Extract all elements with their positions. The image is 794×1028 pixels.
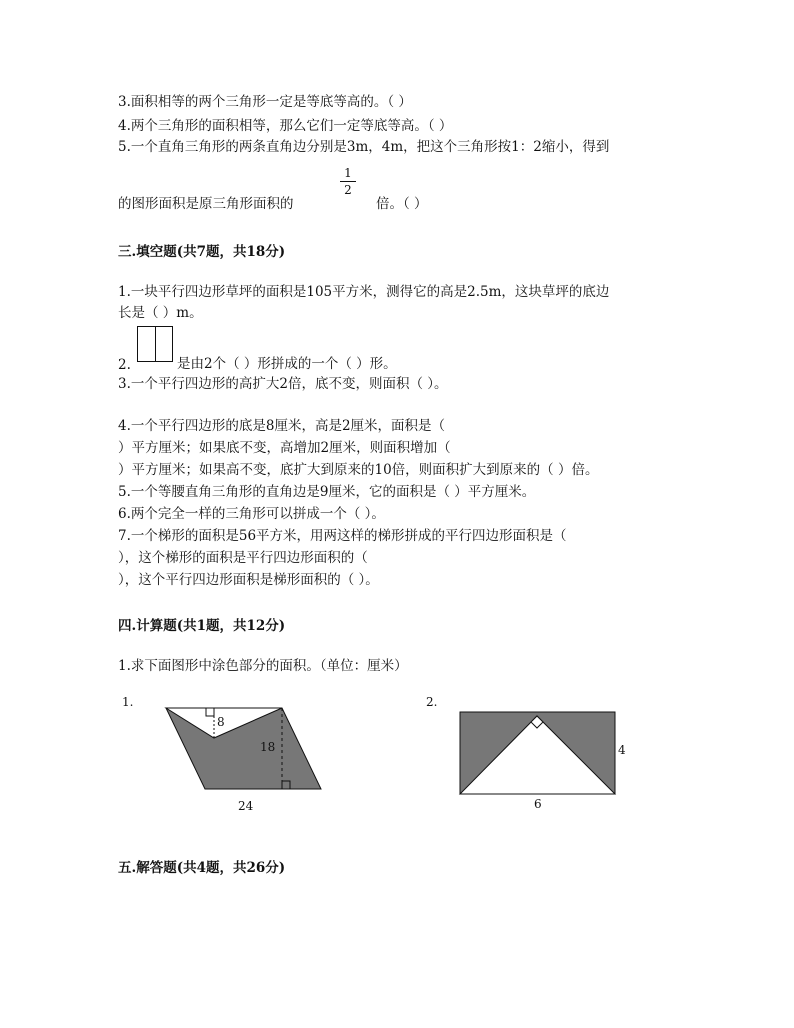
- figure-1-label: 1.: [122, 695, 134, 709]
- figure-2-label: 2.: [426, 695, 438, 709]
- dim-6: 6: [534, 797, 542, 811]
- calc-prompt: 1.求下面图形中涂色部分的面积。（单位：厘米）: [118, 658, 408, 674]
- fraction-one-half: [340, 166, 356, 197]
- judge-item-3: 3.面积相等的两个三角形一定是等底等高的。（ ）: [118, 94, 412, 110]
- section-5-title: 五.解答题(共4题，共26分): [118, 860, 286, 876]
- dim-8: 8: [217, 715, 225, 729]
- dim-24: 24: [238, 799, 254, 813]
- fill-item-1-cont: 长是（ ）m。: [118, 305, 203, 321]
- fill-item-5: 5.一个等腰直角三角形的直角边是9厘米，它的面积是（ ）平方厘米。: [118, 484, 536, 500]
- fraction-numerator: 1: [344, 166, 352, 180]
- fraction-denominator: 2: [344, 183, 352, 197]
- section-4-title: 四.计算题(共1题，共12分): [118, 618, 286, 634]
- fill-item-7-cont1: ），这个梯形的面积是平行四边形面积的（: [118, 550, 368, 566]
- fill-item-1: 1.一块平行四边形草坪的面积是105平方米，测得它的高是2.5m，这块草坪的底边: [118, 284, 610, 300]
- section-3-title: 三.填空题(共7题，共18分): [118, 244, 286, 260]
- figure-2-rectangle: [420, 688, 640, 818]
- dim-18: 18: [260, 740, 276, 754]
- fraction-bar: [340, 181, 356, 182]
- dim-4: 4: [618, 743, 626, 757]
- figure-1-parallelogram: [110, 688, 340, 818]
- judge-item-5-cont: 的图形面积是原三角形面积的: [118, 196, 294, 212]
- fill-item-4-cont2: ）平方厘米；如果高不变，底扩大到原来的10倍，则面积扩大到原来的（ ）倍。: [118, 462, 599, 478]
- judge-item-5: 5.一个直角三角形的两条直角边分别是3m，4m，把这个三角形按1：2缩小，得到: [118, 139, 610, 155]
- fill-item-2: 是由2个（ ）形拼成的一个（ ）形。: [177, 356, 397, 372]
- two-rectangles-figure: [137, 326, 173, 362]
- fill-item-2-number: 2.: [118, 357, 131, 373]
- fill-item-4: 4.一个平行四边形的底是8厘米，高是2厘米，面积是（: [118, 418, 446, 434]
- judge-item-4: 4.两个三角形的面积相等，那么它们一定等底等高。（ ）: [118, 118, 453, 134]
- rectangle-divider: [155, 327, 156, 361]
- fill-item-6: 6.两个完全一样的三角形可以拼成一个（ ）。: [118, 506, 385, 522]
- fill-item-7: 7.一个梯形的面积是56平方米，用两这样的梯形拼成的平行四边形面积是（: [118, 528, 567, 544]
- fill-item-4-cont1: ）平方厘米；如果底不变，高增加2厘米，则面积增加（: [118, 440, 451, 456]
- fill-item-3: 3.一个平行四边形的高扩大2倍，底不变，则面积（ ）。: [118, 376, 448, 392]
- judge-item-5-end: 倍。（ ）: [376, 196, 428, 212]
- fill-item-7-cont2: ），这个平行四边形面积是梯形面积的（ ）。: [118, 572, 379, 588]
